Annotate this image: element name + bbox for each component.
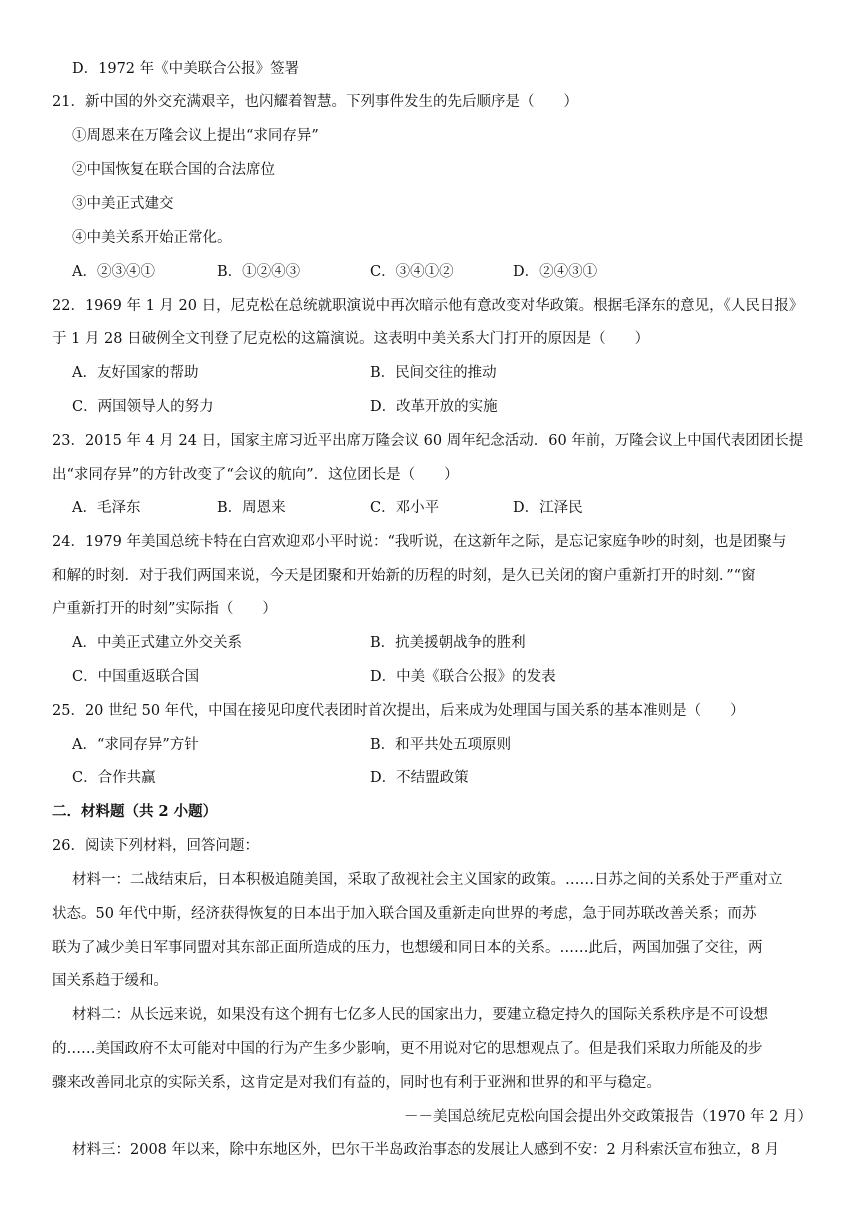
q22-option-b: B．民间交往的推动 — [370, 365, 497, 381]
q21-option-a: A．②③④① — [72, 264, 155, 280]
q24-option-a: A．中美正式建立外交关系 — [72, 635, 242, 651]
q24-option-b: B．抗美援朝战争的胜利 — [370, 635, 526, 651]
q25-stem: 25．20 世纪 50 年代，中国在接见印度代表团时首次提出，后来成为处理国与国关系的基本准则是（ ） — [52, 703, 745, 719]
q21-option-b: B．①②④③ — [217, 264, 301, 280]
q22-stem-2: 于 1 月 28 日破例全文刊登了尼克松的这篇演说。这表明中美关系大门打开的原因是（ ） — [52, 331, 650, 347]
q24-stem-1: 24．1979 年美国总统卡特在白宫欢迎邓小平时说：“我听说，在这新年之际，是忘记家庭争吵的时刻，也是团聚与 — [52, 534, 787, 550]
q26-stem: 26．阅读下列材料，回答问题： — [52, 838, 259, 854]
q22-option-d: D．改革开放的实施 — [370, 399, 498, 415]
q23-option-c: C．邓小平 — [370, 500, 440, 516]
q23-option-a: A．毛泽东 — [72, 500, 141, 516]
q21-item-1: ①周恩来在万隆会议上提出“求同存异” — [72, 128, 319, 144]
q25-option-c: C．合作共赢 — [72, 770, 156, 786]
q21-item-3: ③中美正式建交 — [72, 196, 174, 212]
q25-option-a: A．“求同存异”方针 — [72, 737, 199, 753]
q21-item-4: ④中美关系开始正常化。 — [72, 230, 232, 246]
q21-option-d: D．②④③① — [513, 264, 598, 280]
q24-stem-2: 和解的时刻．对于我们两国来说，今天是团聚和开始新的历程的时刻，是久已关闭的窗户重新打开的时刻．”“窗 — [52, 568, 756, 584]
q21-option-c: C．③④①② — [370, 264, 454, 280]
q26-material-1-line-3: 联为了减少美日军事同盟对其东部正面所造成的压力，也想缓和同日本的关系。……此后，两国加强了交往，两 — [52, 940, 763, 956]
q20-option-d: D．1972 年《中美联合公报》签署 — [72, 61, 300, 77]
q26-material-1-line-1: 材料一：二战结束后，日本积极追随美国，采取了敌视社会主义国家的政策。……日苏之间的关系处于严重对立 — [72, 872, 783, 888]
q22-option-a: A．友好国家的帮助 — [72, 365, 199, 381]
q26-material-2-line-2: 的……美国政府不太可能对中国的行为产生多少影响，更不用说对它的思想观点了。但是我们采取力所能及的步 — [52, 1041, 763, 1057]
q24-option-c: C．中国重返联合国 — [72, 669, 200, 685]
q26-material-2-source: －－美国总统尼克松向国会提出外交政策报告（1970 年 2 月） — [404, 1109, 812, 1125]
q22-stem-1: 22．1969 年 1 月 20 日，尼克松在总统就职演说中再次暗示他有意改变对华政策。根据毛泽东的意见，《人民日报》 — [52, 298, 804, 314]
q25-option-b: B．和平共处五项原则 — [370, 737, 512, 753]
q22-option-c: C．两国领导人的努力 — [72, 399, 214, 415]
q26-material-1-line-4: 国关系趋于缓和。 — [52, 973, 168, 989]
q24-stem-3: 户重新打开的时刻”实际指（ ） — [52, 601, 277, 617]
q23-option-b: B．周恩来 — [217, 500, 286, 516]
q26-material-2-line-1: 材料二：从长远来说，如果没有这个拥有七亿多人民的国家出力，要建立稳定持久的国际关系秩序是不可设想 — [72, 1007, 768, 1023]
q21-item-2: ②中国恢复在联合国的合法席位 — [72, 162, 275, 178]
q24-option-d: D．中美《联合公报》的发表 — [370, 669, 556, 685]
q26-material-3-line-1: 材料三：2008 年以来，除中东地区外，巴尔干半岛政治事态的发展让人感到不安：2 月科索沃宣布独立，8 月 — [72, 1142, 780, 1158]
section-2-title: 二．材料题（共 2 小题） — [52, 803, 218, 820]
q23-stem-1: 23．2015 年 4 月 24 日，国家主席习近平出席万隆会议 60 周年纪念活动．60 年前，万隆会议上中国代表团团长提 — [52, 433, 804, 449]
q25-option-d: D．不结盟政策 — [370, 770, 469, 786]
q26-material-2-line-3: 骤来改善同北京的实际关系，这肯定是对我们有益的，同时也有利于亚洲和世界的和平与稳定。 — [52, 1075, 661, 1091]
q21-stem: 21．新中国的外交充满艰辛，也闪耀着智慧。下列事件发生的先后顺序是（ ） — [52, 94, 578, 110]
q23-option-d: D．江泽民 — [513, 500, 583, 516]
q26-material-1-line-2: 状态。50 年代中斯，经济获得恢复的日本出于加入联合国及重新走向世界的考虑，急于同苏联改善关系；而苏 — [52, 906, 757, 922]
q23-stem-2: 出“求同存异”的方针改变了“会议的航向”．这位团长是（ ） — [52, 467, 459, 483]
